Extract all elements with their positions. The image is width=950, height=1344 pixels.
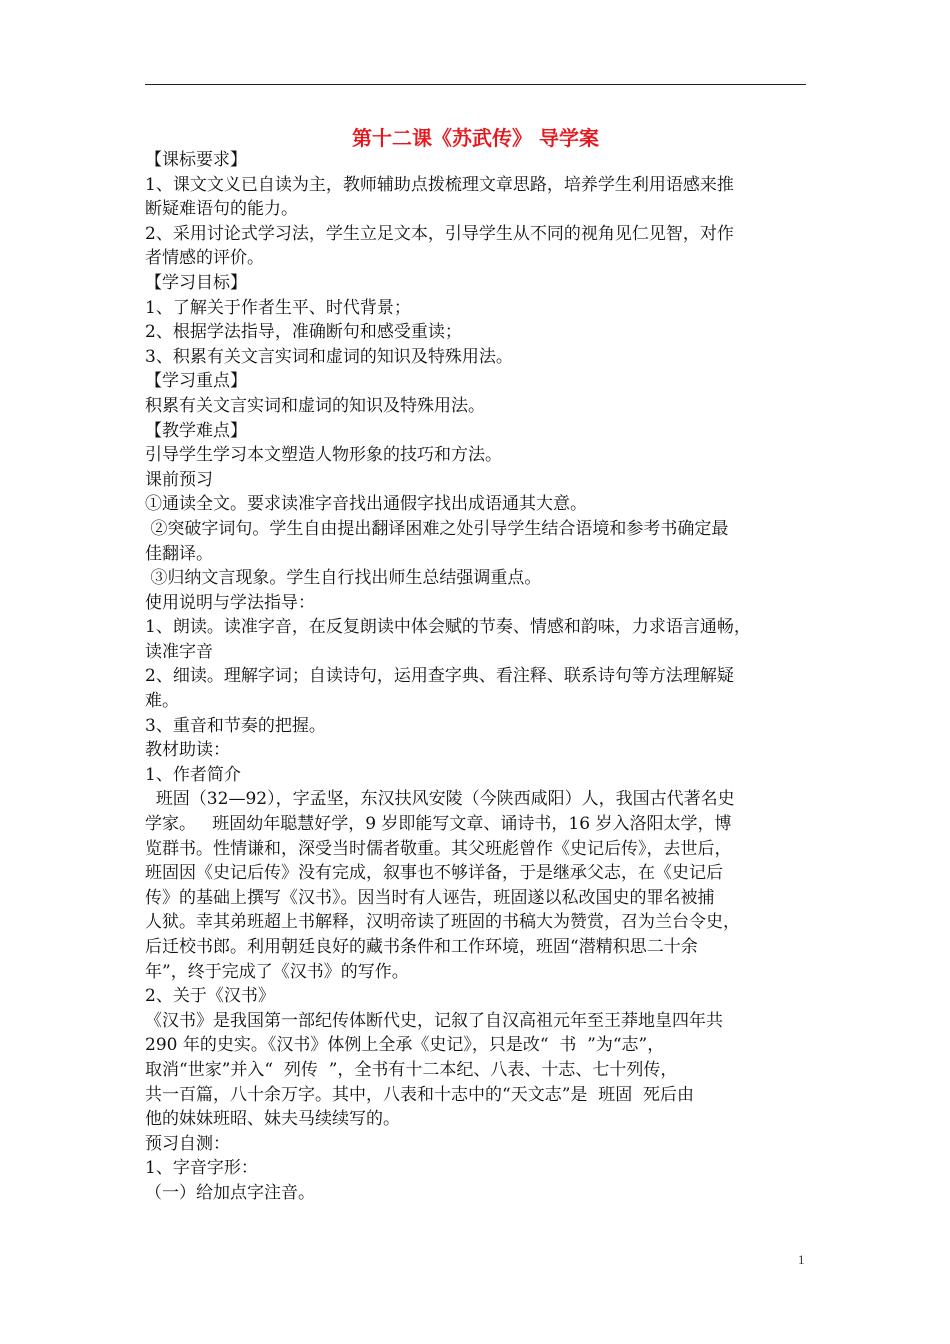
text-line: 学家。 班固幼年聪慧好学，9 岁即能写文章、诵诗书，16 岁入洛阳太学，博 (145, 814, 732, 835)
text-line: 2、根据学法指导，准确断句和感受重读； (145, 322, 462, 343)
text-line: 断疑难语句的能力。 (145, 199, 298, 220)
page-number: 1 (798, 1252, 805, 1267)
text-line: 预习自测： (145, 1133, 230, 1154)
text-line: 【课标要求】 (145, 150, 247, 170)
text-line: 《汉书》是我国第一部纪传体断代史，记叙了自汉高祖元年至王莽地皇四年共 (145, 1010, 723, 1031)
text-line: 班固（32—92），字孟坚，东汉扶风安陵（今陕西咸阳）人，我国古代著名史 (145, 789, 735, 810)
text-line: 1、作者简介 (145, 764, 241, 785)
text-line: 2、采用讨论式学习法，学生立足文本，引导学生从不同的视角见仁见智，对作 (145, 223, 734, 244)
text-line: 取消“世家”并入“ 列传 ”，全书有十二本纪、八表、十志、七十列传， (145, 1059, 678, 1080)
text-line: ③归纳文言现象。学生自行找出师生总结强调重点。 (145, 568, 542, 589)
text-line: 年”，终于完成了《汉书》的写作。 (145, 961, 409, 982)
text-line: 1、了解关于作者生平、时代背景； (145, 297, 411, 318)
text-line: 2、细读。理解字词；自读诗句，运用查字典、看注释、联系诗句等方法理解疑 (145, 666, 734, 687)
text-line: 1、字音字形： (145, 1158, 258, 1179)
text-line: ①通读全文。要求读准字音找出通假字找出成语通其大意。 (145, 494, 587, 515)
text-line: 引导学生学习本文塑造人物形象的技巧和方法。 (145, 445, 502, 466)
text-line: 3、积累有关文言实词和虚词的知识及特殊用法。 (145, 346, 513, 367)
text-line: 3、重音和节奏的把握。 (145, 715, 326, 736)
text-line: 者情感的评价。 (145, 248, 264, 269)
text-line: 读准字音 (145, 641, 213, 662)
text-line: 【学习目标】 (145, 272, 247, 293)
lesson-title: 第十二课《苏武传》 导学案 (352, 126, 599, 150)
text-line: 积累有关文言实词和虚词的知识及特殊用法。 (145, 395, 485, 416)
text-line: 他的妹妹班昭、妹夫马续续写的。 (145, 1109, 400, 1130)
text-line: 1、课文文义已自读为主，教师辅助点拨梳理文章思路，培养学生利用语感来推 (145, 174, 734, 195)
text-line: 1、朗读。读准字音，在反复朗读中体会赋的节奏、情感和韵味，力求语言通畅， (145, 617, 751, 638)
text-line: 佳翻译。 (145, 543, 213, 564)
text-line: 传》的基础上撰写《汉书》。因当时有人诬告，班固遂以私改国史的罪名被捕 (145, 887, 715, 908)
text-line: 后迁校书郎。利用朝廷良好的藏书条件和工作环境，班固“潜精积思二十余 (145, 937, 698, 957)
text-line: 教材助读： (145, 740, 230, 761)
text-line: 【教学难点】 (145, 420, 247, 441)
text-line: 使用说明与学法指导： (145, 592, 315, 613)
text-line: 课前预习 (145, 469, 213, 490)
text-line: 难。 (145, 691, 179, 712)
text-line: 290 年的史实。《汉书》体例上全承《史记》，只是改“ 书 ”为“志”， (145, 1035, 665, 1056)
text-line: ②突破字词句。学生自由提出翻译困难之处引导学生结合语境和参考书确定最 (145, 518, 729, 539)
text-line: 【学习重点】 (145, 371, 247, 392)
text-line: （一）给加点字注音。 (145, 1182, 315, 1203)
text-line: 班固因《史记后传》没有完成，叙事也不够详备，于是继承父志，在《史记后 (145, 863, 723, 884)
document-body (145, 148, 813, 1206)
text-line: 览群书。性情谦和，深受当时儒者敬重。其父班彪曾作《史记后传》，去世后， (145, 838, 732, 859)
text-line: 人狱。幸其弟班超上书解释，汉明帝读了班固的书稿大为赞赏，召为兰台令史， (145, 912, 740, 933)
text-line: 2、关于《汉书》 (145, 986, 275, 1007)
text-line: 共一百篇，八十余万字。其中，八表和十志中的“天文志”是 班固 死后由 (145, 1084, 694, 1105)
header-rule (145, 84, 806, 85)
